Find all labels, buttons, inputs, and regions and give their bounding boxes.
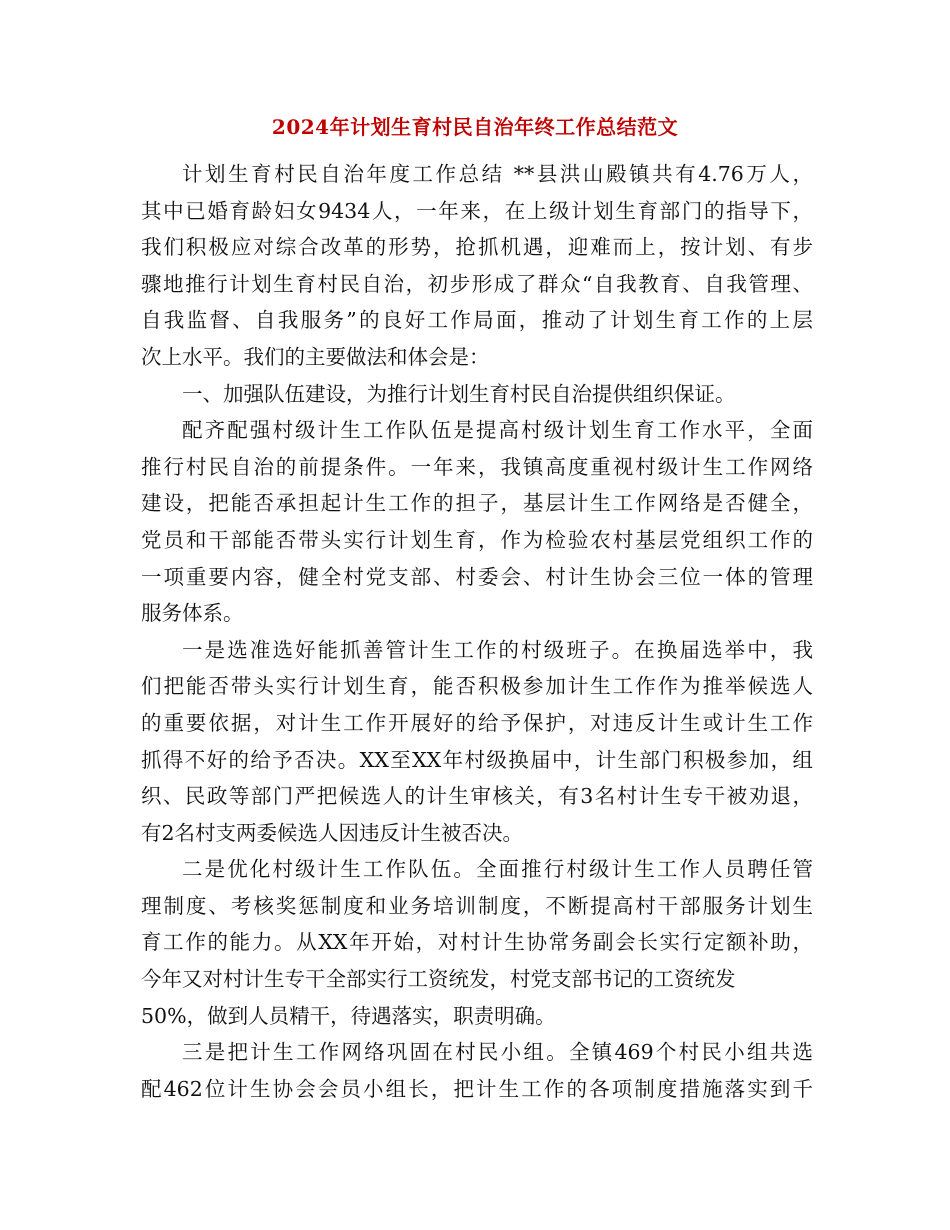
text-line: 二是优化村级计生工作队伍。全面推行村级计生工作人员聘任管	[182, 857, 813, 882]
text-line: 50%，做到人员精干，待遇落实，职责明确。	[141, 1003, 556, 1028]
text-line: 建设，把能否承担起计生工作的担子，基层计生工作网络是否健全，	[141, 491, 813, 516]
text-line: 次上水平。我们的主要做法和体会是：	[141, 344, 490, 369]
text-line: 党员和干部能否带头实行计划生育，作为检验农村基层党组织工作的	[141, 527, 813, 552]
text-line: 服务体系。	[141, 601, 244, 626]
text-line: 一是选准选好能抓善管计生工作的村级班子。在换届选举中，我	[182, 637, 813, 662]
text-line: 计划生育村民自治年度工作总结 **县洪山殿镇共有4.76万人，	[182, 162, 813, 186]
text-line: 一项重要内容，健全村党支部、村委会、村计生协会三位一体的管理	[141, 564, 813, 589]
text-line: 推行村民自治的前提条件。一年来，我镇高度重视村级计生工作网络	[141, 454, 813, 479]
text-line: 抓得不好的给予否决。XX至XX年村级换届中，计生部门积极参加，组	[141, 747, 813, 772]
text-line: 育工作的能力。从XX年开始，对村计生协常务副会长实行定额补助，	[141, 930, 813, 955]
text-line: 有2名村支两委候选人因违反计生被否决。	[141, 820, 524, 845]
text-line: 我们积极应对综合改革的形势，抢抓机遇，迎难而上，按计划、有步	[141, 235, 813, 260]
document-title: 2024年计划生育村民自治年终工作总结范文	[271, 115, 679, 139]
text-line: 配齐配强村级计生工作队伍是提高村级计划生育工作水平，全面	[182, 418, 813, 443]
text-line: 自我监督、自我服务”的良好工作局面，推动了计划生育工作的上层	[141, 308, 813, 333]
text-line: 骤地推行计划生育村民自治，初步形成了群众“自我教育、自我管理、	[141, 271, 813, 296]
text-line: 其中已婚育龄妇女9434人，一年来，在上级计划生育部门的指导下，	[141, 198, 813, 223]
text-line: 一、加强队伍建设，为推行计划生育村民自治提供组织保证。	[182, 381, 736, 406]
text-line: 们把能否带头实行计划生育，能否积极参加计生工作作为推举候选人	[141, 674, 813, 699]
text-line: 三是把计生工作网络巩固在村民小组。全镇469个村民小组共选	[182, 1040, 813, 1065]
document-body	[141, 156, 813, 1107]
text-line: 理制度、考核奖惩制度和业务培训制度，不断提高村干部服务计划生	[141, 893, 813, 918]
text-line: 织、民政等部门严把候选人的计生审核关，有3名村计生专干被劝退，	[141, 784, 813, 809]
text-line: 配462位计生协会会员小组长，把计生工作的各项制度措施落实到千	[141, 1076, 813, 1101]
text-line: 的重要依据，对计生工作开展好的给予保护，对违反计生或计生工作	[141, 710, 813, 735]
text-line: 今年又对村计生专干全部实行工资统发，村党支部书记的工资统发	[141, 967, 736, 992]
